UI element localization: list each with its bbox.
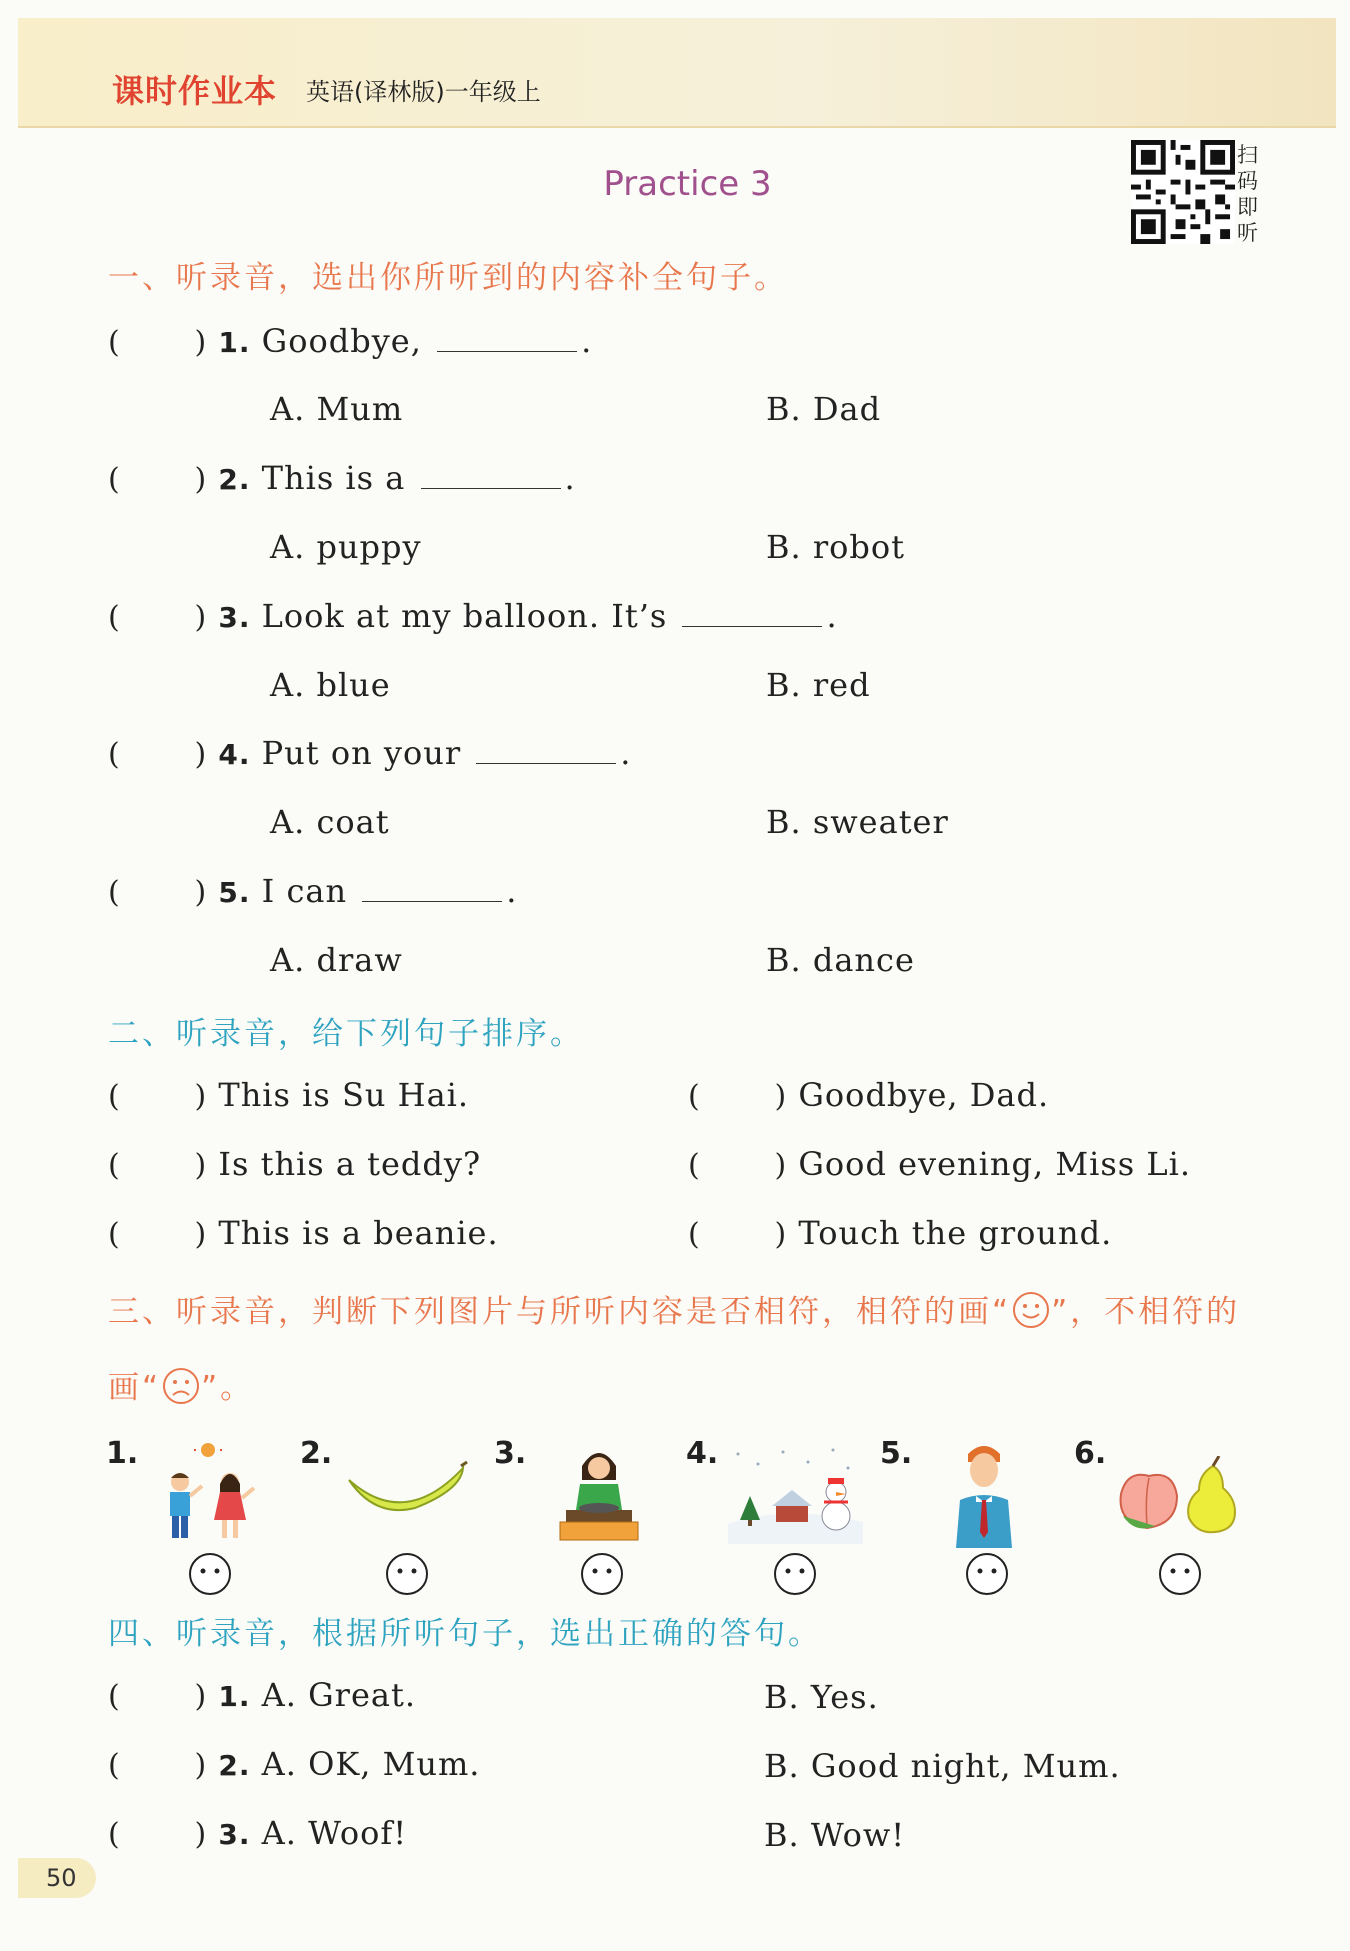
option-a: A. Woof! xyxy=(261,1814,408,1852)
option-b: B. Yes. xyxy=(764,1678,879,1716)
answer-paren[interactable]: ( ) xyxy=(108,462,208,497)
s2-sentence-right xyxy=(688,1145,1191,1183)
answer-paren[interactable]: ( ) xyxy=(108,875,208,910)
answer-face-icon[interactable] xyxy=(773,1552,817,1596)
answer-blank[interactable] xyxy=(476,737,616,764)
s1-question-3 xyxy=(108,597,838,635)
order-paren[interactable]: ( ) xyxy=(688,1148,788,1183)
answer-blank[interactable] xyxy=(362,875,502,902)
sentence-text: This is Su Hai. xyxy=(218,1076,470,1114)
picture-number: 5. xyxy=(880,1436,913,1471)
option-b: B. dance xyxy=(766,941,915,979)
option-a: A. Mum xyxy=(270,390,404,428)
question-number: 1. xyxy=(218,326,251,359)
order-paren[interactable]: ( ) xyxy=(108,1217,208,1252)
question-end: . xyxy=(620,734,632,772)
question-text: Look at my balloon. It’s xyxy=(261,597,668,635)
answer-paren[interactable]: ( ) xyxy=(108,1679,208,1714)
brand-title: 课时作业本 xyxy=(112,72,278,110)
s1-question-2 xyxy=(108,459,576,497)
answer-face-icon[interactable] xyxy=(580,1552,624,1596)
s2-sentence-right xyxy=(688,1214,1112,1252)
picture-number: 4. xyxy=(686,1436,719,1471)
children-waving-icon xyxy=(150,1440,265,1545)
picture-number: 6. xyxy=(1074,1436,1107,1471)
s4-question-3 xyxy=(108,1814,407,1852)
smile-face-icon xyxy=(1011,1290,1051,1330)
banana-icon xyxy=(345,1460,470,1522)
scan-label xyxy=(1237,142,1267,246)
scan-char: 码 xyxy=(1237,169,1258,193)
answer-paren[interactable]: ( ) xyxy=(108,1817,208,1852)
question-text: This is a xyxy=(261,459,406,497)
s2-sentence-right xyxy=(688,1076,1049,1114)
s2-sentence-left xyxy=(108,1145,481,1183)
order-paren[interactable]: ( ) xyxy=(108,1079,208,1114)
snowman-winter-icon xyxy=(728,1444,863,1544)
option-a: A. puppy xyxy=(270,528,422,566)
s4-question-1 xyxy=(108,1676,416,1714)
man-tie-icon xyxy=(948,1440,1020,1548)
option-b: B. Wow! xyxy=(764,1816,906,1854)
s2-sentence-left xyxy=(108,1214,499,1252)
order-paren[interactable]: ( ) xyxy=(688,1217,788,1252)
page-number: 50 xyxy=(18,1858,96,1898)
page-title: Practice 3 xyxy=(603,164,772,204)
sentence-text: This is a beanie. xyxy=(218,1214,499,1252)
section4-heading: 四、听录音，根据所听句子，选出正确的答句。 xyxy=(108,1616,822,1652)
answer-face-icon[interactable] xyxy=(188,1552,232,1596)
sentence-text: Touch the ground. xyxy=(798,1214,1113,1252)
s1-question-5 xyxy=(108,872,517,910)
answer-blank[interactable] xyxy=(421,462,561,489)
answer-face-icon[interactable] xyxy=(1158,1552,1202,1596)
option-a: A. OK, Mum. xyxy=(261,1745,481,1783)
heading-text: ”。 xyxy=(201,1370,255,1406)
question-number: 1. xyxy=(218,1680,251,1713)
section3-heading-line1 xyxy=(108,1286,1240,1331)
s4-question-2 xyxy=(108,1745,480,1783)
answer-paren[interactable]: ( ) xyxy=(108,325,208,360)
question-number: 3. xyxy=(218,601,251,634)
option-a: A. Great. xyxy=(261,1676,416,1714)
question-text: I can xyxy=(261,872,348,910)
option-b: B. Dad xyxy=(766,390,882,428)
option-b: B. sweater xyxy=(766,803,949,841)
section2-heading: 二、听录音，给下列句子排序。 xyxy=(108,1016,584,1052)
sentence-text: Goodbye, Dad. xyxy=(798,1076,1050,1114)
scan-char: 即 xyxy=(1237,195,1258,219)
picture-number: 2. xyxy=(300,1436,333,1471)
question-number: 2. xyxy=(218,463,251,496)
s2-sentence-left xyxy=(108,1076,469,1114)
question-number: 3. xyxy=(218,1818,251,1851)
question-text: Goodbye, xyxy=(261,322,422,360)
answer-paren[interactable]: ( ) xyxy=(108,600,208,635)
picture-number: 3. xyxy=(494,1436,527,1471)
answer-face-icon[interactable] xyxy=(385,1552,429,1596)
heading-text: 画“ xyxy=(108,1370,162,1406)
heading-text: ”，不相符的 xyxy=(1051,1294,1241,1330)
answer-paren[interactable]: ( ) xyxy=(108,1748,208,1783)
question-number: 2. xyxy=(218,1749,251,1782)
s1-question-1 xyxy=(108,322,592,360)
sad-face-icon xyxy=(161,1366,201,1406)
section1-heading: 一、听录音，选出你所听到的内容补全句子。 xyxy=(108,260,788,296)
option-b: B. Good night, Mum. xyxy=(764,1747,1121,1785)
scan-char: 扫 xyxy=(1237,143,1258,167)
question-end: . xyxy=(826,597,838,635)
sentence-text: Is this a teddy? xyxy=(218,1145,482,1183)
answer-paren[interactable]: ( ) xyxy=(108,737,208,772)
option-a: A. draw xyxy=(270,941,403,979)
answer-face-icon[interactable] xyxy=(965,1552,1009,1596)
question-number: 5. xyxy=(218,876,251,909)
question-text: Put on your xyxy=(261,734,462,772)
question-end: . xyxy=(564,459,576,497)
answer-blank[interactable] xyxy=(437,325,577,352)
question-end: . xyxy=(506,872,518,910)
sentence-text: Good evening, Miss Li. xyxy=(798,1145,1191,1183)
order-paren[interactable]: ( ) xyxy=(688,1079,788,1114)
option-b: B. robot xyxy=(766,528,906,566)
question-number: 4. xyxy=(218,738,251,771)
s1-question-4 xyxy=(108,734,631,772)
question-end: . xyxy=(581,322,593,360)
scan-char: 听 xyxy=(1237,221,1258,245)
order-paren[interactable]: ( ) xyxy=(108,1148,208,1183)
peach-pear-icon xyxy=(1115,1456,1240,1536)
option-a: A. coat xyxy=(270,803,390,841)
woman-cooking-icon xyxy=(552,1440,647,1545)
option-b: B. red xyxy=(766,666,871,704)
qr-code-icon[interactable] xyxy=(1131,140,1235,244)
answer-blank[interactable] xyxy=(682,600,822,627)
heading-text: 三、听录音，判断下列图片与所听内容是否相符，相符的画“ xyxy=(108,1294,1012,1330)
book-title: 英语(译林版)一年级上 xyxy=(306,78,541,106)
section3-heading-line2 xyxy=(108,1362,254,1407)
picture-number: 1. xyxy=(106,1436,139,1471)
option-a: A. blue xyxy=(270,666,391,704)
